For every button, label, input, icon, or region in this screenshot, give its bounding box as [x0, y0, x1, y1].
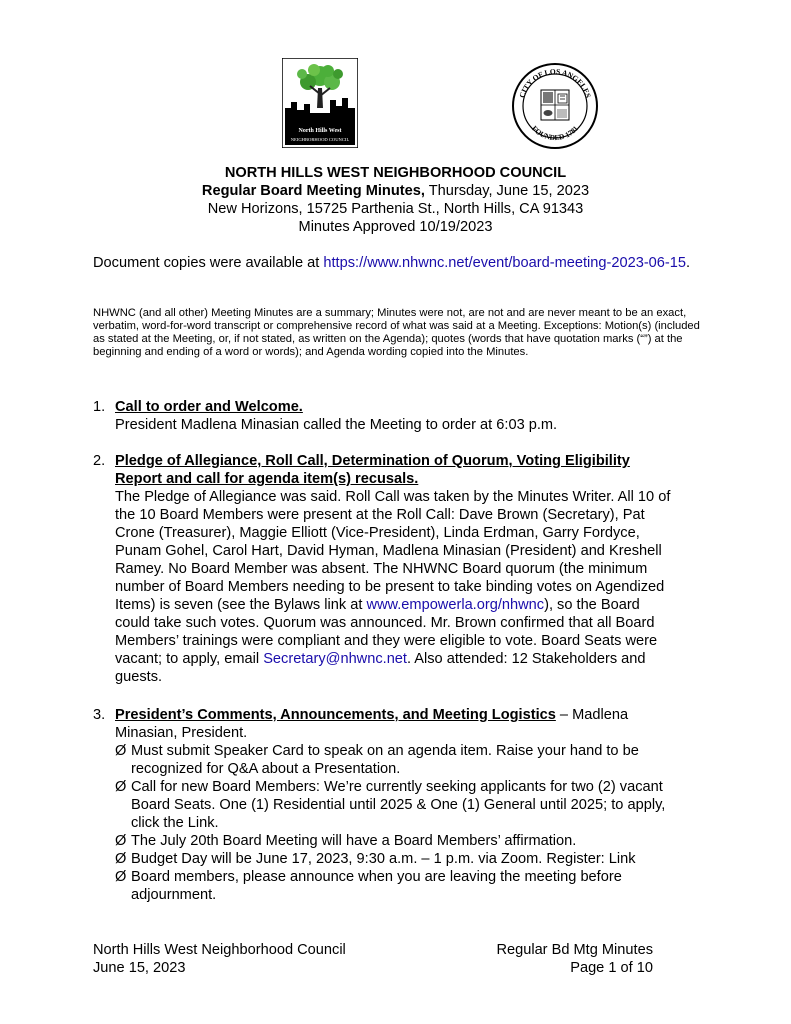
list-item [115, 832, 678, 850]
footer-doc-title: Regular Bd Mtg Minutes [496, 942, 653, 958]
list-item-text: Call for new Board Members: We’re currently seeking applicants for two (2) vacant Board Seats. One (1) Residential until 2025 & One (1) General until 2025; to apply, click the Link. [131, 779, 666, 831]
bullet-mark: Ø [115, 743, 127, 759]
list-item-text: Must submit Speaker Card to speak on an agenda item. Raise your hand to be recognized for Q&A about a Presentation. [131, 743, 639, 777]
section-heading [115, 706, 678, 742]
roll-call-text-3: . Also attended: 12 Stakeholders and guests. [115, 651, 646, 685]
section-title: President’s Comments, Announcements, and Meeting Logistics [115, 707, 556, 723]
list-item [115, 868, 678, 904]
roll-call-text-1: The Pledge of Allegiance was said. Roll Call was taken by the Minutes Writer. All 10 of the 10 Board Members were present at the Roll Call: Dave Brown (Secretary), Pat Crone (Treasurer), Maggie Elliott (Vice-President), Linda Erdman, Garry Fordyce, Punam Gohel, Carol Hart, David Hyman, Madlena Minasian (President) and Kreshell Ramey. No Board Member was absent. The NHWNC Board quorum (the minimum number of Board Members needing to be present to take binding votes on Agendized Items) is seven (see the Bylaws link at [115, 489, 671, 613]
bylaws-link[interactable]: www.empowerla.org/nhwnc [366, 597, 545, 613]
meeting-location: New Horizons, 15725 Parthenia St., North Hills, CA 91343 [207, 201, 584, 217]
section-roll-call [93, 452, 678, 686]
footer-date: June 15, 2023 [93, 960, 186, 976]
section-title-suffix: – Madlena Minasian, President. [115, 707, 629, 741]
event-link[interactable]: https://www.nhwnc.net/event/board-meeting-2023-06-15 [323, 255, 687, 271]
meeting-date: Thursday, June 15, 2023 [424, 183, 590, 199]
doc-copies-suffix: . [686, 255, 691, 271]
section-number: 2. [93, 453, 106, 469]
list-item-text: The July 20th Board Meeting will have a Board Members’ affirmation. [131, 833, 577, 849]
bullet-mark: Ø [115, 779, 127, 795]
svg-text:NEIGHBORHOOD COUNCIL: NEIGHBORHOOD COUNCIL [290, 137, 350, 142]
logo-row [0, 54, 791, 154]
minutes-approved: Minutes Approved 10/19/2023 [298, 219, 493, 235]
nhw-council-logo [282, 58, 358, 148]
page-number: Page 1 of 10 [570, 960, 653, 976]
section-call-to-order [93, 398, 678, 434]
section-title: Pledge of Allegiance, Roll Call, Determination of Quorum, Voting Eligibility Report and call for agenda item(s) recusals. [115, 453, 630, 487]
council-name: NORTH HILLS WEST NEIGHBORHOOD COUNCIL [224, 165, 567, 181]
section-text [115, 488, 678, 686]
footer-right [496, 941, 653, 977]
list-item [115, 850, 678, 868]
city-of-los-angeles-seal [511, 62, 599, 150]
section-text: President Madlena Minasian called the Meeting to order at 6:03 p.m. [115, 417, 558, 433]
bullet-mark: Ø [115, 869, 127, 885]
document-copies-note [93, 254, 703, 272]
footer-left [93, 941, 346, 977]
section-presidents-comments [93, 706, 678, 904]
list-item-text: Board members, please announce when you are leaving the meeting before adjournment. [131, 869, 622, 903]
bullet-mark: Ø [115, 833, 127, 849]
svg-text:North Hills West: North Hills West [298, 128, 342, 134]
svg-text:CITY OF LOS ANGELES: CITY OF LOS ANGELES [517, 66, 593, 99]
list-item [115, 778, 678, 832]
meeting-title: Regular Board Meeting Minutes, [201, 183, 425, 199]
meeting-title-line [0, 182, 791, 200]
section-number: 3. [93, 707, 106, 723]
announcement-list [115, 742, 678, 904]
minutes-disclaimer: NHWNC (and all other) Meeting Minutes are a summary; Minutes were not, are not and are never meant to be an exact, verbatim, word-for-word transcript or comprehensive record of what was said at a Meeting. Exceptions: Motion(s) (included as stated at the Meeting, or, if not stated, as written on the Agenda); quotes (words that have quotation marks (“”) at the beginning and ending of a word or words); and Agenda wording copied into the Minutes. [93, 307, 700, 358]
doc-copies-prefix: Document copies were available at [93, 255, 324, 271]
footer-org: North Hills West Neighborhood Council [93, 942, 346, 958]
roll-call-text-2: ), so the Board could take such votes. Quorum was announced. Mr. Brown confirmed that all Board Members’ trainings were compliant and they were eligible to vote. Board Seats were vacant; to apply, email [115, 597, 658, 667]
svg-text:FOUNDED 1781: FOUNDED 1781 [529, 123, 581, 143]
list-item-text: Budget Day will be June 17, 2023, 9:30 a.m. – 1 p.m. via Zoom. Register: Link [131, 851, 636, 867]
section-title: Call to order and Welcome. [115, 399, 303, 415]
document-header [0, 164, 791, 236]
list-item [115, 742, 678, 778]
bullet-mark: Ø [115, 851, 127, 867]
section-number: 1. [93, 399, 106, 415]
secretary-email-link[interactable]: Secretary@nhwnc.net [263, 651, 407, 667]
